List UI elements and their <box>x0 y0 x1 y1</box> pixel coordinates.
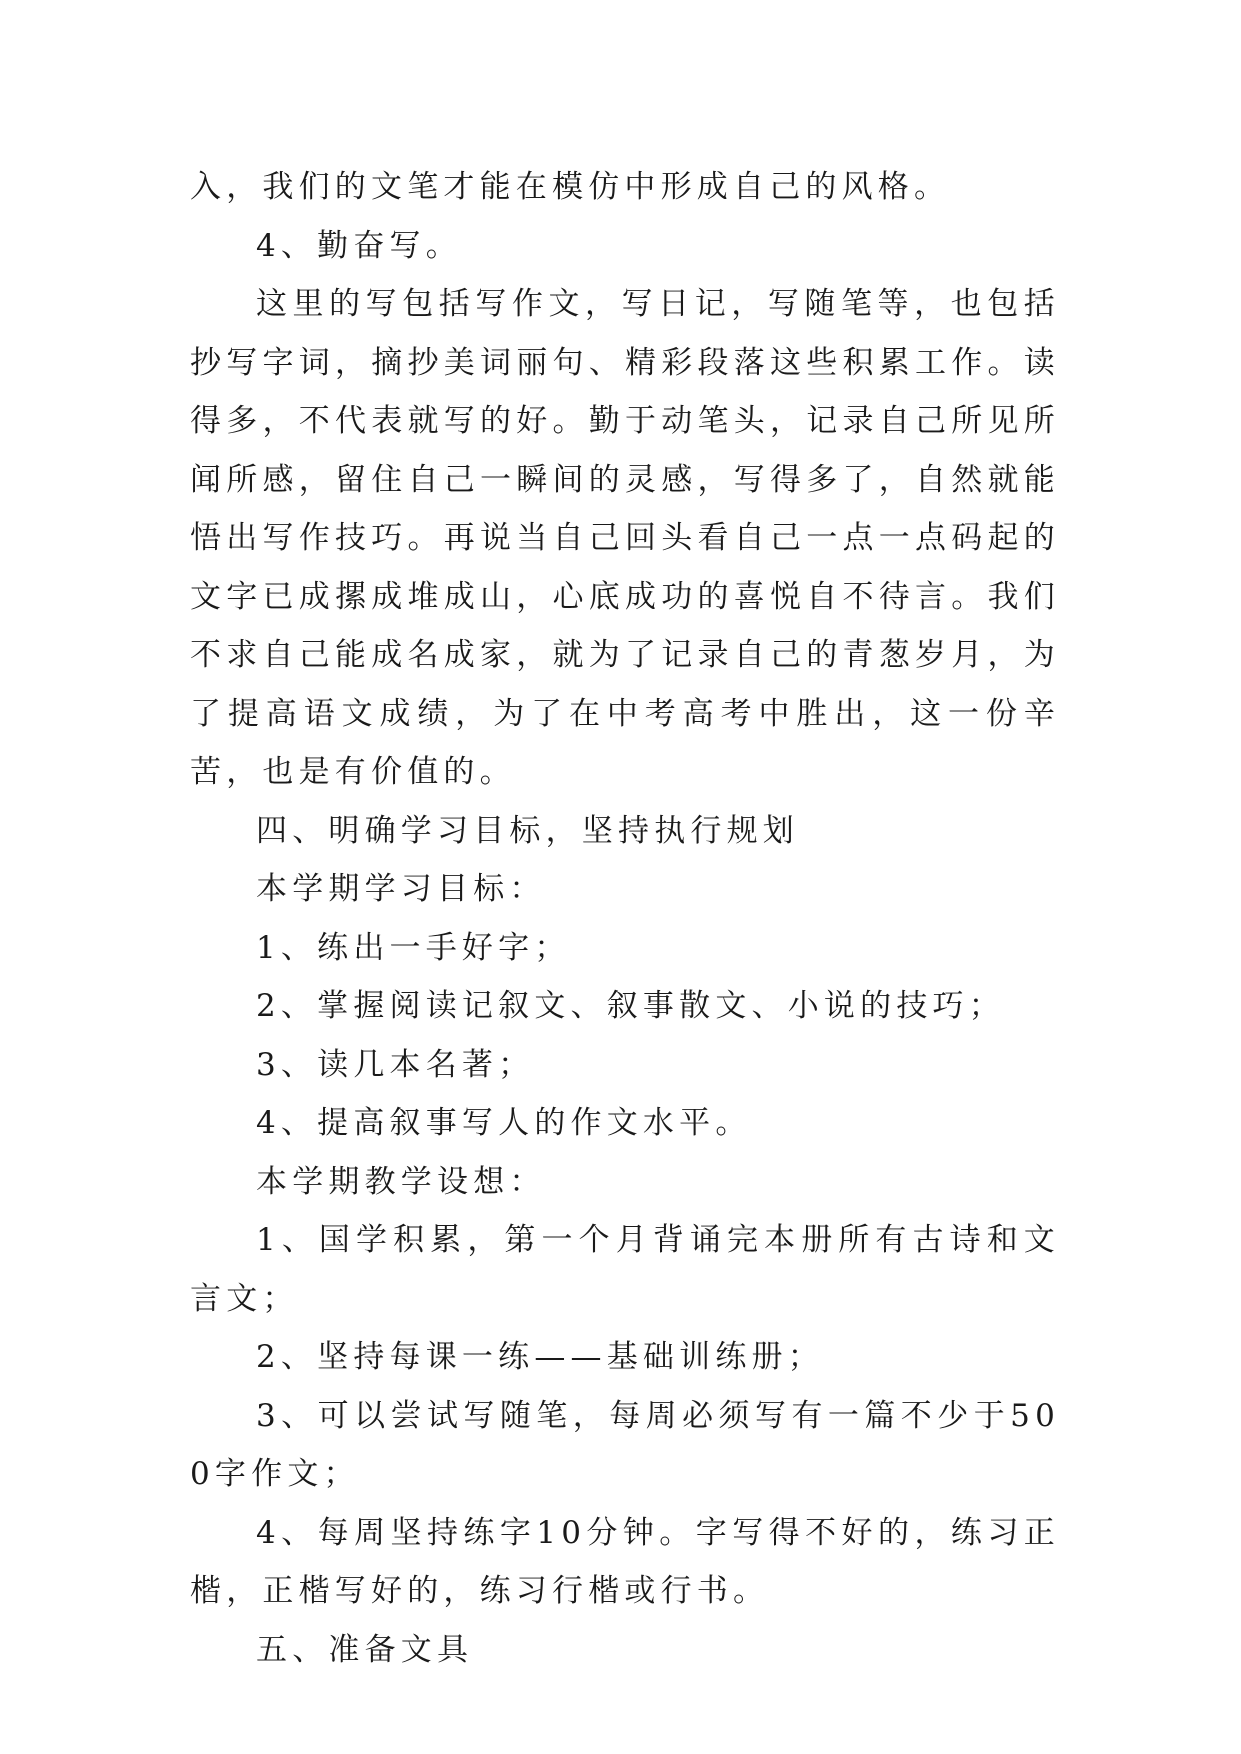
list-item: 1、国学积累，第一个月背诵完本册所有古诗和文言文； <box>190 1222 1060 1317</box>
list-item-diligent-writing: 4、勤奋写。 <box>256 227 462 264</box>
list-item: 4、提高叙事写人的作文水平。 <box>256 1105 752 1141</box>
document-body <box>190 158 1060 1679</box>
paragraph-writing-explanation: 这里的写包括写作文，写日记，写随笔等，也包括抄写字词，摘抄美词丽句、精彩段落这些积累工作。读得多，不代表就写的好。勤于动笔头，记录自己所见所闻所感，留住自己一瞬间的灵感，写得多了，自然就能悟出写作技巧。再说当自己回头看自己一点一点码起的文字已成摞成堆成山，心底成功的喜悦自不待言。我们不求自己能成名成家，就为了记录自己的青葱岁月，为了提高语文成绩，为了在中考高考中胜出，这一份辛苦，也是有价值的。 <box>190 286 1060 790</box>
subheading-learning-goals: 本学期学习目标： <box>256 871 546 907</box>
section-heading-goals: 四、明确学习目标，坚持执行规划 <box>256 812 799 849</box>
list-item: 4、每周坚持练字10分钟。字写得不好的，练习正楷，正楷写好的，练习行楷或行书。 <box>190 1514 1060 1609</box>
list-item: 3、可以尝试写随笔，每周必须写有一篇不少于500字作文； <box>190 1397 1060 1492</box>
list-item: 3、读几本名著； <box>256 1046 535 1083</box>
section-heading-stationery: 五、准备文具 <box>256 1631 474 1668</box>
list-item: 2、坚持每课一练——基础训练册； <box>256 1339 824 1375</box>
list-item: 2、掌握阅读记叙文、叙事散文、小说的技巧； <box>256 988 1005 1024</box>
subheading-teaching-plan: 本学期教学设想： <box>256 1163 546 1200</box>
list-item: 1、练出一手好字； <box>256 929 571 966</box>
paragraph-continuation: 入，我们的文笔才能在模仿中形成自己的风格。 <box>190 169 951 205</box>
